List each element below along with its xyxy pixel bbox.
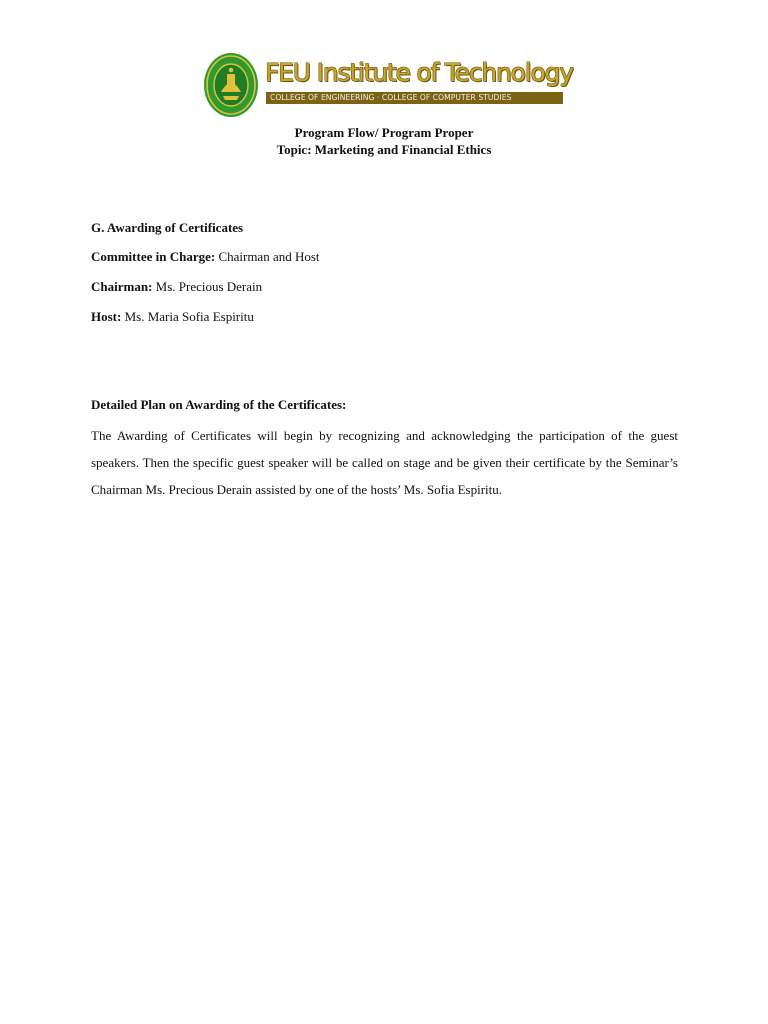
chairman-label: Chairman: [91,279,153,294]
host-label: Host: [91,309,122,324]
institution-subline-band [266,92,563,104]
document-title: Program Flow/ Program Proper [294,125,474,140]
plan-paragraph: The Awarding of Certificates will begin by recognizing and acknowledging the participation of the guest speakers. Then the specific guest speaker will be called on stage and be given their certificate by the Seminar’s Chairman Ms. Precious Derain assisted by one of the hosts’ Ms. Sofia Espiritu. [91,428,678,497]
institution-subline: COLLEGE OF ENGINEERING · COLLEGE OF COMPUTER STUDIES [270,93,512,102]
chairman-row [91,279,262,295]
institution-logo [203,52,573,120]
host-value: Ms. Maria Sofia Espiritu [124,309,254,324]
plan-heading: Detailed Plan on Awarding of the Certificates: [91,397,347,412]
document-topic: Topic: Marketing and Financial Ethics [276,142,492,157]
committee-value: Chairman and Host [218,249,320,264]
feu-seal-icon [203,52,259,118]
host-row [91,309,254,325]
institution-wordmark: FEU Institute of Technology [265,58,573,87]
committee-row [91,249,320,265]
section-heading: G. Awarding of Certificates [91,220,244,235]
chairman-value: Ms. Precious Derain [155,279,263,294]
committee-label: Committee in Charge: [91,249,216,264]
